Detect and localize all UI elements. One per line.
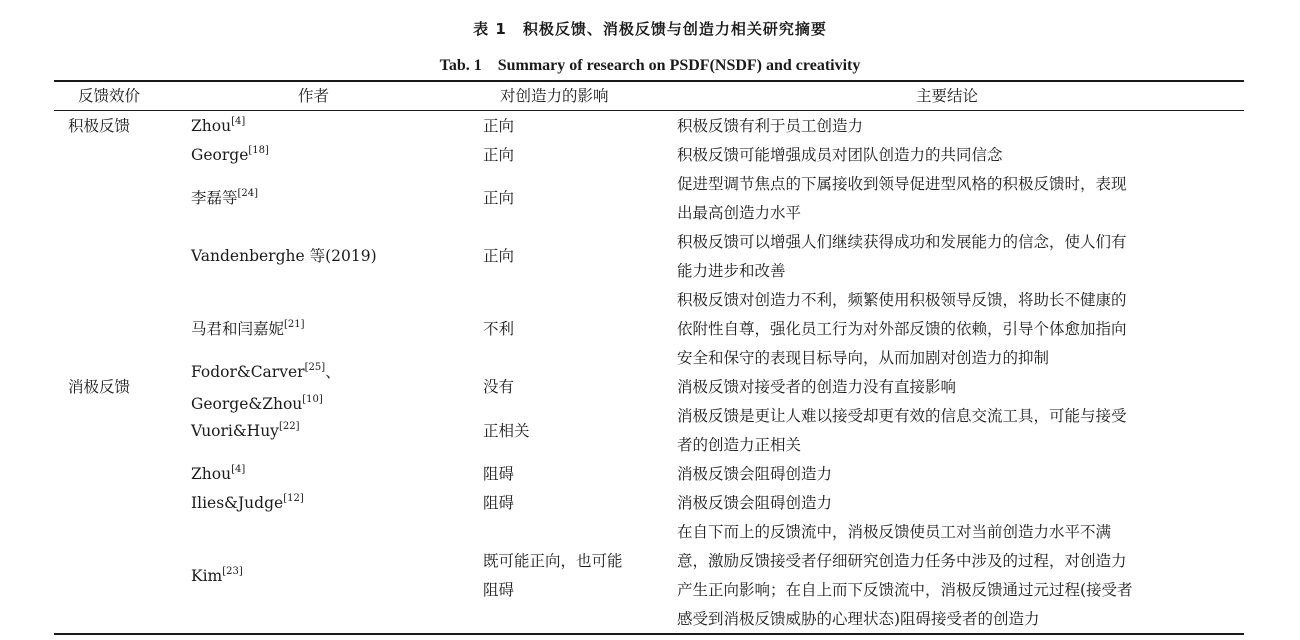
row-4-conclusion-line-1: 积极反馈可以增强人们继续获得成功和发展能力的信念，使人们有 [677,233,1127,251]
row-3-effect: 正向 [483,189,515,207]
row-9-effect: 阻碍 [483,494,515,512]
row-1-effect: 正向 [483,117,515,135]
row-10-conclusion-line-2: 意，激励反馈接受者仔细研究创造力任务中涉及的过程，对创造力 [677,552,1127,570]
group-positive: 积极反馈 [68,117,131,135]
header-conclusion: 主要结论 [916,87,979,105]
row-4-author: Vandenberghe 等(2019) [191,247,377,265]
row-9-conclusion: 消极反馈会阻碍创造力 [677,494,833,512]
row-4-effect: 正向 [483,247,515,265]
row-8-effect: 阻碍 [483,465,515,483]
row-5-author: 马君和闫嘉妮[21] [191,319,305,338]
row-9-author: Ilies&Judge[12] [191,493,304,512]
row-5-conclusion-line-2: 依附性自尊，强化员工行为对外部反馈的依赖，引导个体愈加指向 [677,320,1127,338]
row-6-author-2: George&Zhou[10] [191,394,323,413]
row-7-author: Vuori&Huy[22] [191,421,300,440]
row-8-author: Zhou[4] [191,464,246,483]
row-10-author: Kim[23] [191,566,243,585]
row-4-conclusion-line-2: 能力进步和改善 [677,262,786,280]
row-5-effect: 不利 [483,320,515,338]
row-10-conclusion-line-1: 在自下而上的反馈流中，消极反馈使员工对当前创造力水平不满 [677,523,1112,541]
top-rule [54,80,1244,82]
row-7-effect: 正相关 [483,422,530,440]
table-title-english: Tab. 1 Summary of research on PSDF(NSDF) and creativity [439,57,861,74]
table-title-chinese: 表 1 积极反馈、消极反馈与创造力相关研究摘要 [473,20,827,38]
row-10-conclusion-line-4: 感受到消极反馈威胁的心理状态)阻碍接受者的创造力 [677,610,1040,628]
group-negative: 消极反馈 [68,378,131,396]
bottom-rule [54,633,1244,635]
row-1-author: Zhou[4] [191,116,246,135]
header-valence: 反馈效价 [78,87,141,105]
row-1-conclusion: 积极反馈有利于员工创造力 [677,117,864,135]
row-8-conclusion: 消极反馈会阻碍创造力 [677,465,833,483]
row-6-author-1: Fodor&Carver[25]、 [191,362,341,381]
row-10-effect-line-1: 既可能正向，也可能 [483,552,623,570]
row-3-conclusion-line-1: 促进型调节焦点的下属接收到领导促进型风格的积极反馈时，表现 [677,175,1127,193]
row-10-effect-line-2: 阻碍 [483,581,515,599]
row-10-conclusion-line-3: 产生正向影响；在自上而下反馈流中，消极反馈通过元过程(接受者 [677,581,1133,599]
header-author: 作者 [298,87,330,105]
header-rule [54,110,1244,111]
row-5-conclusion-line-3: 安全和保守的表现目标导向，从而加剧对创造力的抑制 [677,349,1050,367]
header-effect: 对创造力的影响 [500,87,609,105]
row-2-author: George[18] [191,145,269,164]
row-2-effect: 正向 [483,146,515,164]
row-2-conclusion: 积极反馈可能增强成员对团队创造力的共同信念 [677,146,1003,164]
row-6-effect: 没有 [483,378,515,396]
row-3-author: 李磊等[24] [191,188,259,207]
row-5-conclusion-line-1: 积极反馈对创造力不利，频繁使用积极领导反馈，将助长不健康的 [677,291,1127,309]
row-7-conclusion-line-2: 者的创造力正相关 [677,436,802,454]
row-7-conclusion-line-1: 消极反馈是更让人难以接受却更有效的信息交流工具，可能与接受 [677,407,1127,425]
row-6-conclusion: 消极反馈对接受者的创造力没有直接影响 [677,378,957,396]
row-3-conclusion-line-2: 出最高创造力水平 [677,204,802,222]
